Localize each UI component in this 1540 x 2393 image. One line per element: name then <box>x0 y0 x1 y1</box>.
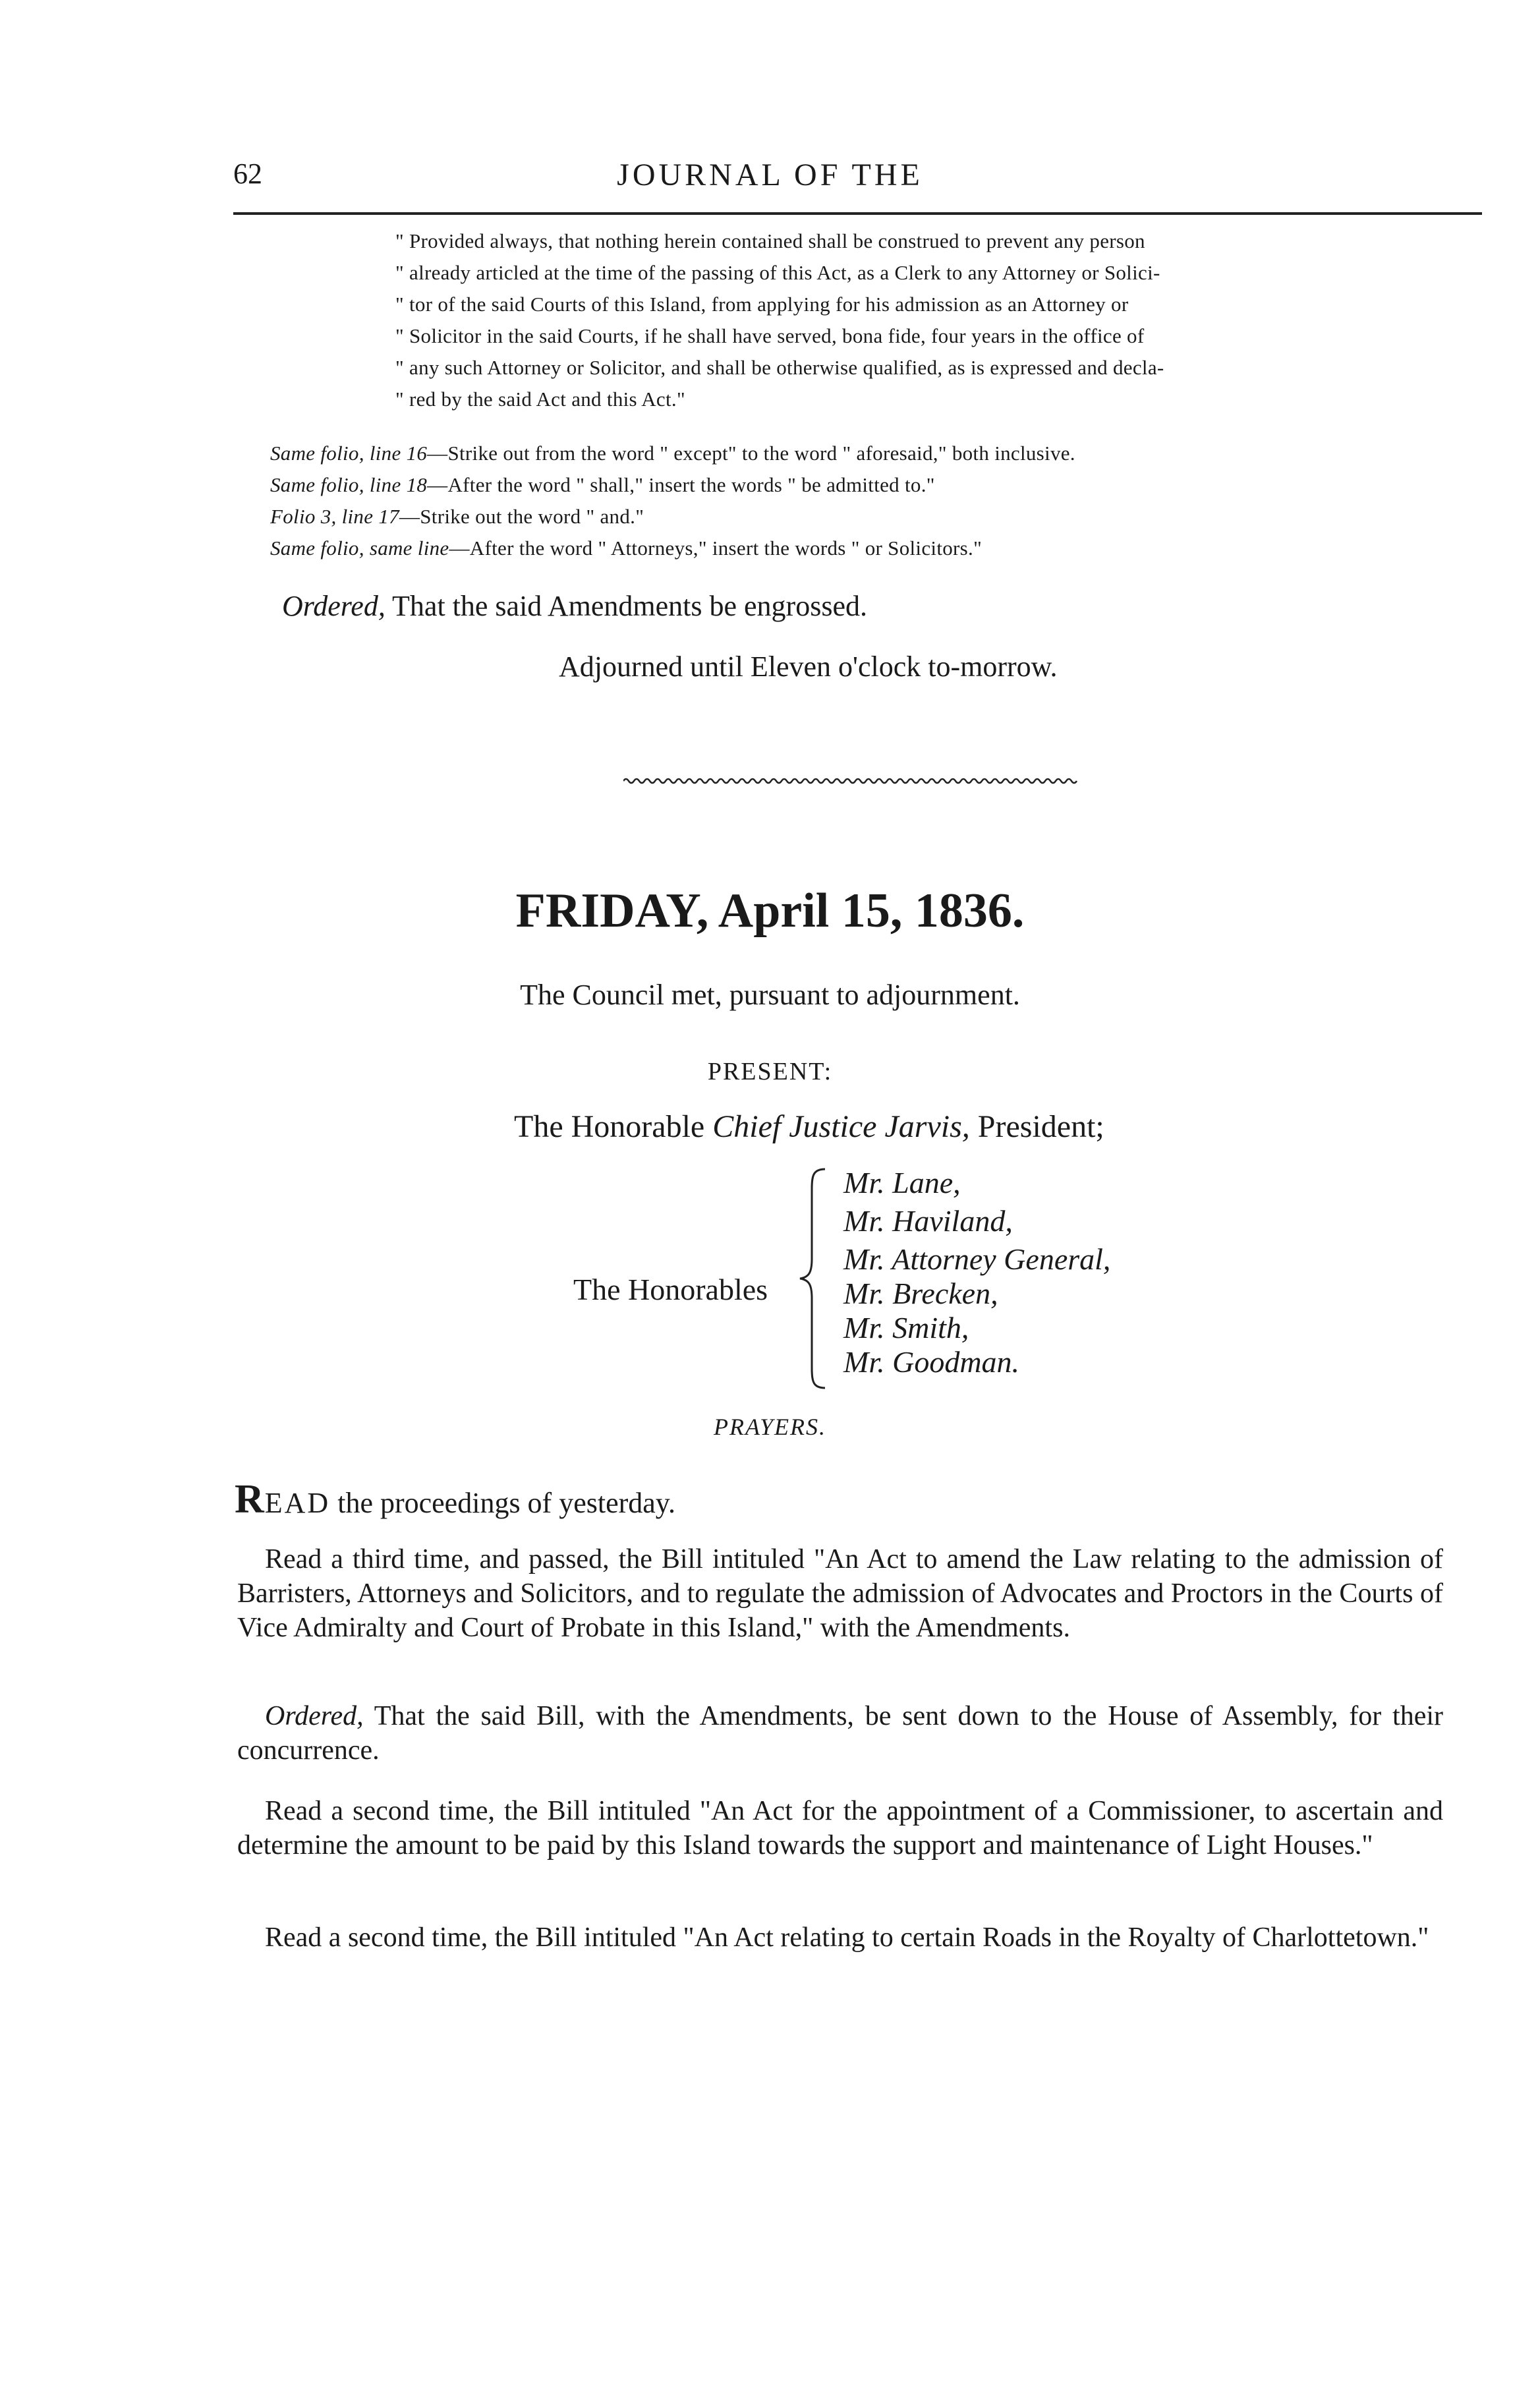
ordered-text: That the said Bill, with the Amendments, be sent down to the House of Assembly, for their concurrence. <box>237 1701 1443 1766</box>
amendment-ref: Same folio, line 18 <box>270 473 428 496</box>
proviso-line-3: " tor of the said Courts of this Island, from applying for his admission as an Attorney or <box>395 293 1129 316</box>
running-head: JOURNAL OF THE <box>617 158 923 192</box>
proviso-line-5: " any such Attorney or Solicitor, and shall be otherwise qualified, as is expressed and decla- <box>395 356 1164 379</box>
read-proceedings-line <box>235 1476 675 1523</box>
president-suffix: President; <box>969 1109 1104 1144</box>
amendment-ref: Same folio, line 16 <box>270 442 428 465</box>
member-name: Mr. Haviland, <box>843 1204 1013 1238</box>
page-number: 62 <box>233 158 262 190</box>
council-met-line: The Council met, pursuant to adjournment. <box>520 979 1020 1011</box>
member-name: Mr. Brecken, <box>843 1277 998 1310</box>
amendment-item <box>270 501 644 533</box>
left-brace-icon <box>795 1167 834 1391</box>
header-rule <box>233 212 1482 215</box>
member-name: Mr. Goodman. <box>843 1345 1020 1379</box>
paragraph-ordered-sent-down <box>237 1699 1443 1768</box>
date-heading: FRIDAY, April 15, 1836. <box>515 884 1025 938</box>
ordered-label: Ordered, <box>282 590 385 622</box>
president-line <box>514 1109 1104 1145</box>
amendment-item <box>270 438 1075 469</box>
proviso-line-6: " red by the said Act and this Act." <box>395 388 685 411</box>
read-rest: the proceedings of yesterday. <box>330 1487 675 1519</box>
amendment-text: —After the word " shall," insert the words " be admitted to." <box>427 473 935 496</box>
adjourned-line: Adjourned until Eleven o'clock to-morrow. <box>559 650 1058 683</box>
member-name: Mr. Smith, <box>843 1311 969 1344</box>
amendment-ref: Folio 3, line 17 <box>270 505 399 528</box>
president-prefix: The Honorable <box>514 1109 713 1144</box>
proviso-line-2: " already articled at the time of the passing of this Act, as a Clerk to any Attorney or Solici- <box>395 261 1160 284</box>
honorables-label: The Honorables <box>573 1273 768 1306</box>
read-caps: EAD <box>264 1487 331 1519</box>
amendment-text: —Strike out from the word " except" to the word " aforesaid," both inclusive. <box>427 442 1075 465</box>
wavy-divider <box>623 776 1078 786</box>
prayers-label: PRAYERS. <box>714 1414 826 1440</box>
proviso-line-4: " Solicitor in the said Courts, if he shall have served, bona fide, four years in the office of <box>395 324 1145 347</box>
proviso-line-1: " Provided always, that nothing herein contained shall be construed to prevent any person <box>395 229 1145 252</box>
ordered-engrossed <box>282 589 867 623</box>
amendment-ref: Same folio, same line <box>270 536 449 560</box>
amendment-item <box>270 469 935 501</box>
ordered-text: That the said Amendments be engrossed. <box>385 590 867 622</box>
member-name: Mr. Attorney General, <box>843 1242 1111 1276</box>
paragraph-third-reading: Read a third time, and passed, the Bill intituled "An Act to amend the Law relating to the admission of Barristers, Attorneys and Solicitors, and to regulate the admission of Advocates and Proctors in the Courts of Vice Admiralty and Court of Probate in this Island," with the Amendments. <box>237 1544 1443 1643</box>
ordered-label: Ordered, <box>265 1701 364 1731</box>
paragraph-roads: Read a second time, the Bill intituled "An Act relating to certain Roads in the Royalty of Charlottetown." <box>265 1922 1429 1953</box>
president-name: Chief Justice Jarvis, <box>712 1109 970 1144</box>
amendment-text: —Strike out the word " and." <box>399 505 644 528</box>
member-name: Mr. Lane, <box>843 1166 961 1199</box>
amendment-text: —After the word " Attorneys," insert the words " or Solicitors." <box>449 536 983 560</box>
amendment-item <box>270 533 982 564</box>
paragraph-light-houses: Read a second time, the Bill intituled "An Act for the appointment of a Commissioner, to ascertain and determine the amount to be paid by this Island towards the support and maintenance of Light Houses." <box>237 1796 1443 1860</box>
present-label: PRESENT: <box>707 1058 833 1085</box>
drop-cap: R <box>235 1477 265 1522</box>
